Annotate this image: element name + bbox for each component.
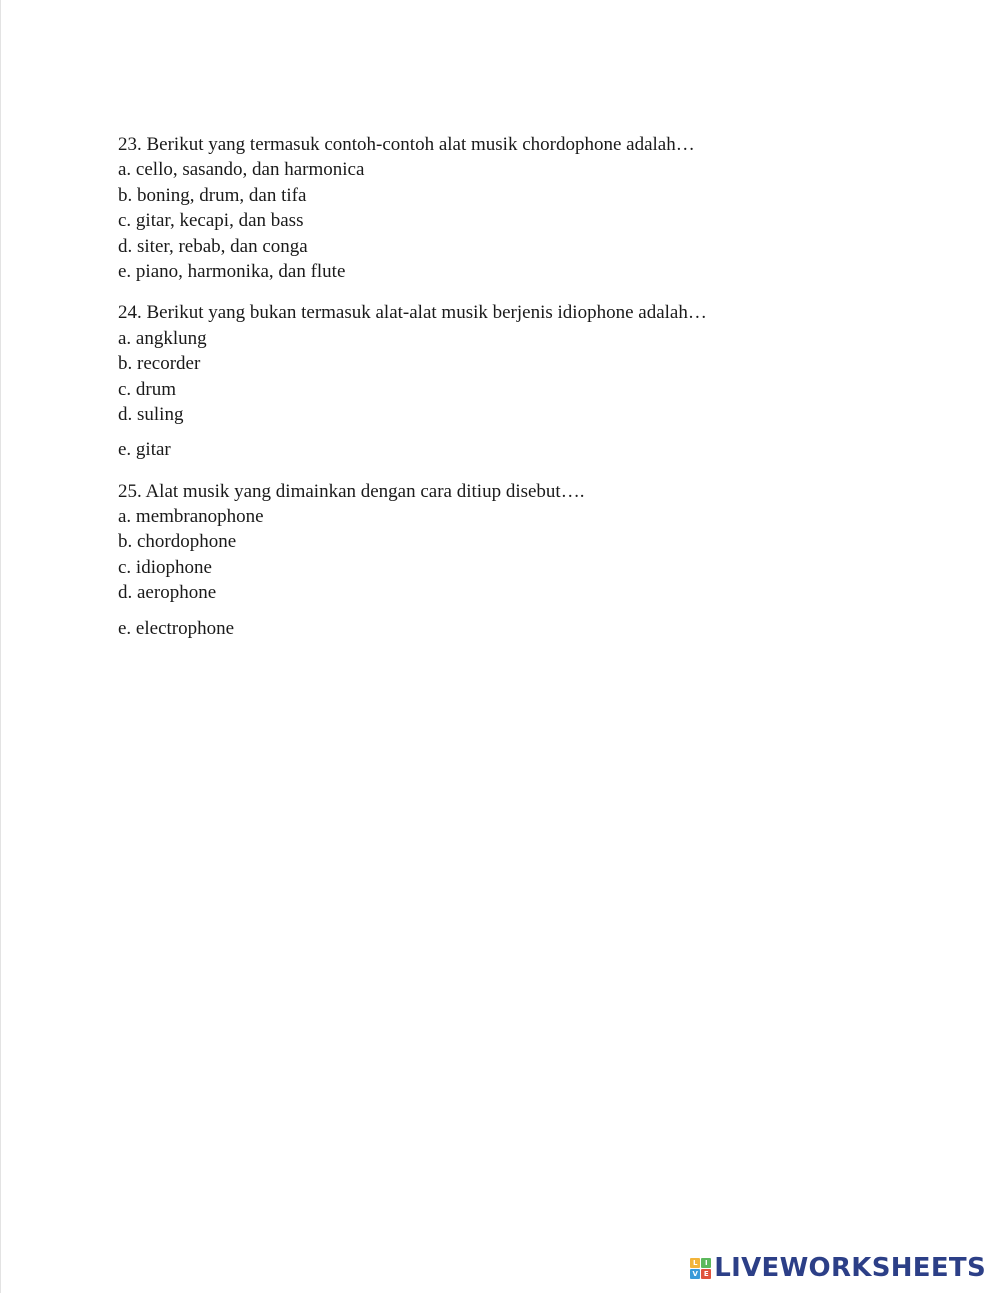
option-b[interactable]: b. chordophone [118, 531, 237, 553]
option-a[interactable]: a. angklung [118, 327, 207, 349]
liveworksheets-brand [690, 1253, 986, 1283]
logo-tile: V [690, 1269, 700, 1279]
question-stem: 24. Berikut yang bukan termasuk alat-alat musik berjenis idiophone adalah… [118, 302, 707, 324]
option-a[interactable]: a. cello, sasando, dan harmonica [118, 159, 365, 181]
option-e[interactable]: e. piano, harmonika, dan flute [118, 260, 346, 282]
option-e[interactable]: e. electrophone [118, 617, 235, 639]
option-c[interactable]: c. gitar, kecapi, dan bass [118, 210, 304, 232]
page-edge [0, 0, 1, 1293]
option-c[interactable]: c. drum [118, 378, 177, 400]
question-stem: 25. Alat musik yang dimainkan dengan cara ditiup disebut…. [118, 480, 585, 502]
logo-tile: E [701, 1269, 711, 1279]
brand-name: LIVEWORKSHEETS [714, 1253, 986, 1283]
liveworksheets-logo-icon [690, 1258, 711, 1279]
question-stem: 23. Berikut yang termasuk contoh-contoh alat musik chordophone adalah… [118, 134, 695, 155]
option-d[interactable]: d. siter, rebab, dan conga [118, 235, 308, 257]
logo-tile: L [690, 1258, 700, 1268]
question-23 [118, 132, 878, 284]
option-d[interactable]: d. aerophone [118, 582, 217, 604]
option-b[interactable]: b. recorder [118, 353, 201, 375]
logo-tile: I [701, 1258, 711, 1268]
option-a[interactable]: a. membranophone [118, 506, 264, 528]
question-24 [118, 300, 878, 462]
worksheet [118, 132, 878, 657]
option-c[interactable]: c. idiophone [118, 556, 212, 578]
option-b[interactable]: b. boning, drum, dan tifa [118, 184, 307, 206]
question-25 [118, 479, 878, 641]
option-e[interactable]: e. gitar [118, 439, 171, 461]
option-d[interactable]: d. suling [118, 403, 184, 425]
